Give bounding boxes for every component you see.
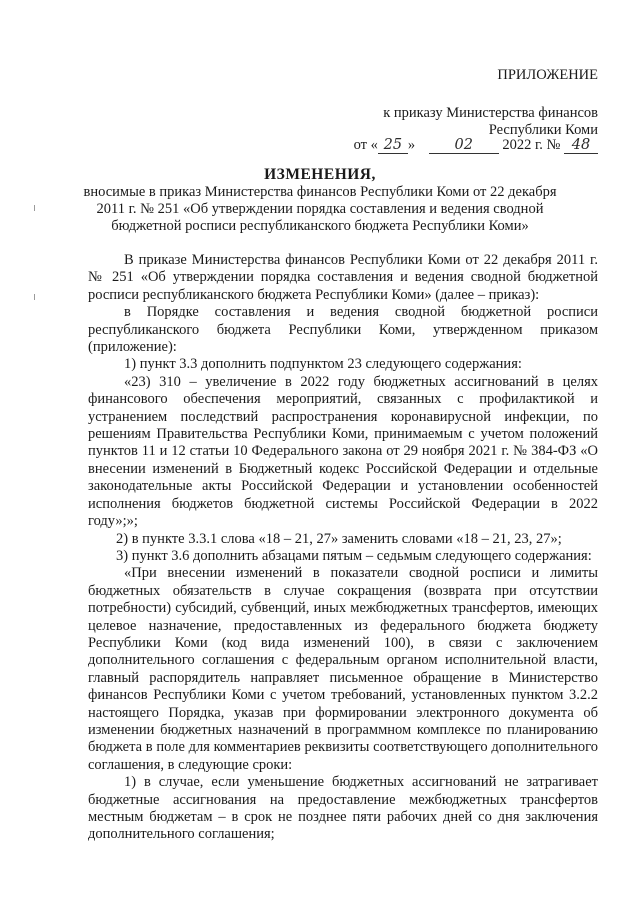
paragraph: 1) пункт 3.3 дополнить подпунктом 23 следующего содержания:: [124, 356, 522, 373]
paragraph: «23) 310 – увеличение в 2022 году бюджетных ассигнований в целях финансового обеспечения мероприятий, связанных с профилактикой и устранением последствий распространения коронавирусной инфекции, по решениям Правительства Республики Коми, принимаемым с учетом положений пунктов 11 и 12 статьи 10 Федерального закона от 29 ноября 2021 г. № 384-ФЗ «О внесении изменений в Бюджетный кодекс Российской Федерации и отдельные законодательные акты Российской Федерации и установлении особенностей исполнения бюджетов бюджетной системы Российской Федерации в 2022 году»;»;: [88, 373, 598, 530]
order-number: 48: [564, 138, 598, 154]
paragraph: В приказе Министерства финансов Республики Коми от 22 декабря 2011 г. № 251 «Об утверждении порядка составления и ведения сводной бюджетной росписи республиканского бюджета Республики Коми» (далее – приказ):: [88, 252, 598, 303]
order-reference-line2: Республики Коми: [488, 122, 598, 138]
paragraph: «При внесении изменений в показатели сводной росписи и лимиты бюджетных обязательств в случае сокращения (возврата при отсутствии потребности) субсидий, субвенций, иных межбюджетных трансфертов, имеющих целевое назначение, предоставленных из федерального бюджета бюджету Республики Коми (код вида изменений 100), в связи с заключением дополнительного соглашения с федеральным органом исполнительной власти, главный распорядитель направляет письменное обращение в Министерство финансов Республики Коми с учетом требований, установленных пунктом 3.2.2 настоящего Порядка, указав при формировании электронного документа об изменении бюджетных назначений в программном комплексе по планированию бюджета в поле для комментариев реквизиты соответствующего дополнительного соглашения, в следующие сроки:: [88, 565, 598, 773]
scan-mark: [34, 205, 35, 211]
date-year: 2022 г. №: [502, 137, 561, 153]
paragraph: в Порядке составления и ведения сводной бюджетной росписи республиканского бюджета Республики Коми, утвержденном приказом (приложение):: [88, 304, 598, 356]
document-title: ИЗМЕНЕНИЯ,: [264, 166, 376, 183]
date-month: 02: [429, 138, 499, 154]
date-day: 25: [378, 138, 408, 154]
date-prefix: от «: [353, 137, 378, 153]
paragraph: 1) в случае, если уменьшение бюджетных ассигнований не затрагивает бюджетные ассигнования на предоставление межбюджетных трансфертов местным бюджетам – в срок не позднее пяти рабочих дней со дня заключения дополнительного соглашения;: [88, 774, 598, 843]
scan-mark: [34, 294, 35, 300]
order-reference-line1: к приказу Министерства финансов: [383, 105, 598, 121]
paragraph: 2) в пункте 3.3.1 слова «18 – 21, 27» заменить словами «18 – 21, 23, 27»;: [116, 530, 562, 547]
order-date-line: [354, 137, 598, 154]
attachment-label: ПРИЛОЖЕНИЕ: [497, 67, 598, 83]
date-mid: »: [407, 137, 416, 153]
document-subtitle: вносимые в приказ Министерства финансов Республики Коми от 22 декабря 2011 г. № 251 «Об утверждении порядка составления и ведения сводной бюджетной росписи республиканского бюджета Республики Коми»: [83, 184, 557, 234]
document-body: [88, 252, 598, 844]
paragraph: 3) пункт 3.6 дополнить абзацами пятым – седьмым следующего содержания:: [116, 547, 592, 564]
